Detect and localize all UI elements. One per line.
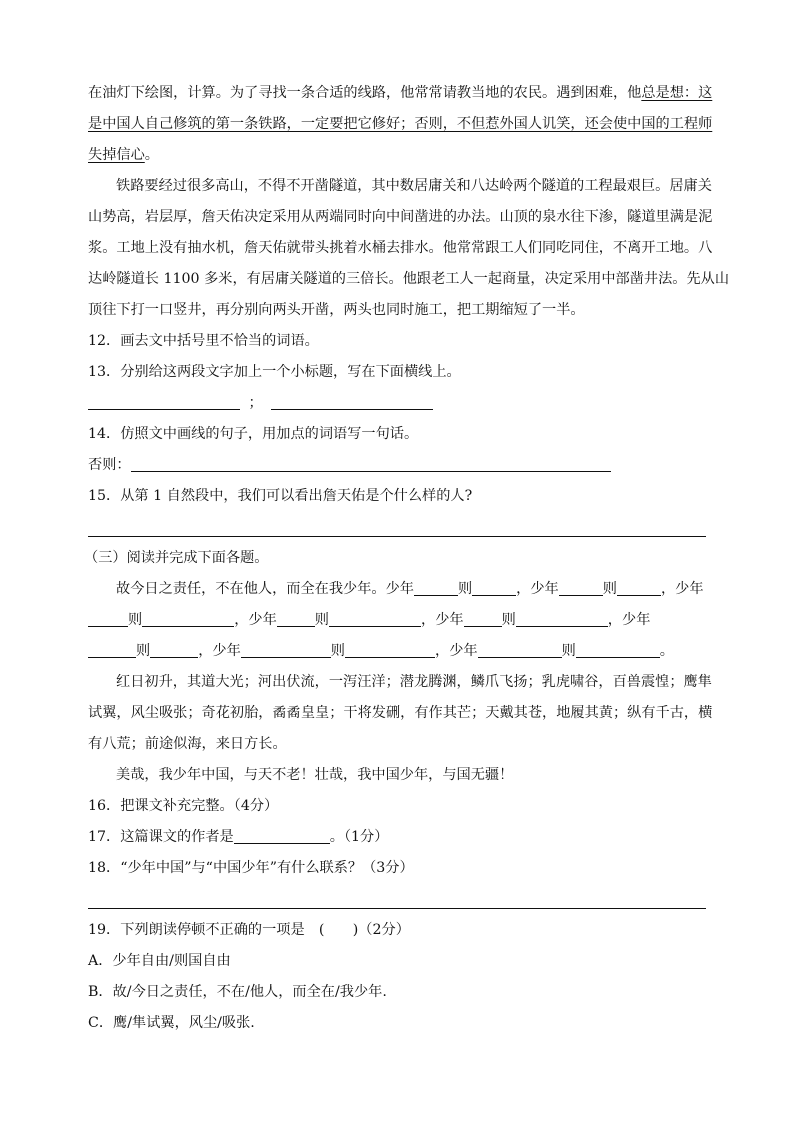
fill-blank[interactable] [329,608,421,627]
passage-text: 则 [602,581,617,597]
option-c[interactable]: C．鹰/隼试翼，风尘/吸张. [88,1015,255,1031]
passage-text: 则 [457,581,473,597]
question-text: 。（1分） [329,829,389,845]
passage-text: ， [435,643,450,659]
passage-text: 少年 [212,643,241,659]
fill-blank[interactable] [478,639,562,658]
question-15: 15．从第 1 自然段中，我们可以看出詹天佑是个什么样的人? [88,488,473,504]
fill-blank[interactable] [472,577,516,596]
question-18: 18．“少年中国”与“中国少年”有什么联系？（3分） [88,860,414,876]
passage-line [88,140,706,171]
passage-line [88,605,706,636]
underlined-sentence: 总是想：这 [641,85,713,101]
passage-line: 达岭隧道长 1100 多米，有居庸关隧道的三倍长。他跟老工人一起商量，决定采用中部凿井法。先从山 [88,271,730,287]
fill-blank[interactable] [414,577,458,596]
passage-text: 则 [330,643,345,659]
question-19: 19．下列朗读停顿不正确的一项是 ( )（2分） [88,922,410,938]
option-b[interactable]: B．故/今日之责任，不在/他人，而全在/我少年. [88,984,387,1000]
passage-text: 。 [144,147,159,163]
question-text: 17．这篇课文的作者是 [88,829,234,845]
passage-text: 则 [128,612,143,628]
fill-blank[interactable] [150,639,198,658]
question-14: 14．仿照文中画线的句子，用加点的词语写一句话。 [88,426,419,442]
passage-line: 铁路要经过很多高山，不得不开凿隧道，其中数居庸关和八达岭两个隧道的工程最艰巨。居庸关 [116,178,712,194]
passage-line: 红日初升，其道大光；河出伏流，一泻汪洋；潜龙腾渊，鳞爪飞扬；乳虎啸谷，百兽震惶；鹰隼 [116,674,712,690]
answer-row-13 [88,388,706,419]
passage-text: 少年 [530,581,559,597]
fill-blank[interactable] [516,608,608,627]
passage-text: 则 [314,612,329,628]
passage-text: 少年 [248,612,277,628]
passage-text: 少年 [435,612,464,628]
answer-blank-13a[interactable] [88,391,240,410]
passage-line [88,636,706,667]
passage-text: ， [421,612,436,628]
fill-blank[interactable] [277,608,315,627]
answer-row-14 [88,450,706,481]
fill-blank[interactable] [241,639,331,658]
passage-text: ， [607,612,622,628]
separator: ； [248,395,263,411]
exam-page [84,78,730,1039]
fill-blank[interactable] [142,608,234,627]
answer-line-18[interactable] [88,884,706,909]
passage-text: 则 [561,643,576,659]
passage-text: ， [516,581,531,597]
question-12: 12．画去文中括号里不恰当的词语。 [88,333,319,349]
passage-text: 少年 [622,612,651,628]
passage-line: 试翼，风尘吸张；奇花初胎，矞矞皇皇；干将发硎，有作其芒；天戴其苍，地履其黄；纵有千古，横 [88,705,713,721]
passage-line [88,574,706,605]
fill-blank[interactable] [559,577,603,596]
passage-line: 浆。工地上没有抽水机，詹天佑就带头挑着水桶去排水。他常常跟工人们同吃同住，不离开工地。八 [88,240,713,256]
passage-text: ， [198,643,213,659]
fill-blank[interactable] [345,639,435,658]
answer-prefix: 否则： [88,457,131,473]
passage-text: ， [660,581,676,597]
passage-line: 山势高，岩层厚，詹天佑决定采用从两端同时向中间凿进的办法。山顶的泉水往下渗，隧道里满是泥 [88,209,713,225]
passage-line [88,78,713,109]
option-a[interactable]: A．少年自由/则国自由 [88,953,231,969]
passage-text: 在油灯下绘图，计算。为了寻找一条合适的线路，他常常请教当地的农民。遇到困难，他 [88,85,642,101]
section-3-title: （三）阅读并完成下面各题。 [84,550,269,566]
passage-text: 。 [659,643,674,659]
fill-blank[interactable] [617,577,661,596]
passage-line: 顶往下打一口竖井，再分别向两头开凿，两头也同时施工，把工期缩短了一半。 [88,302,585,318]
question-17 [88,822,706,853]
answer-line-15[interactable] [88,512,706,537]
passage-line: 有八荒；前途似海，来日方长。 [88,736,287,752]
passage-line: 美哉，我少年中国，与天不老！壮哉，我中国少年，与国无疆！ [116,767,514,783]
passage-text: 少年 [675,581,704,597]
passage-text: 故今日之责任，不在他人，而全在我少年。少年 [116,581,414,597]
passage-text: 少年 [449,643,478,659]
underlined-sentence: 失掉信心 [88,147,145,163]
question-13: 13．分别给这两段文字加上一个小标题，写在下面横线上。 [88,364,461,380]
fill-blank[interactable] [464,608,502,627]
fill-blank[interactable] [88,639,136,658]
answer-blank-13b[interactable] [271,391,433,410]
answer-blank-17[interactable] [234,825,330,844]
passage-text: ， [234,612,249,628]
answer-blank-14[interactable] [131,453,611,472]
fill-blank[interactable] [88,608,128,627]
question-16: 16．把课文补充完整。（4分） [88,798,279,814]
passage-text: 则 [136,643,151,659]
underlined-sentence: 是中国人自己修筑的第一条铁路，一定要把它修好；否则，不但惹外国人讥笑，还会使中国的工程师 [88,116,713,132]
fill-blank[interactable] [576,639,660,658]
passage-line [88,109,713,140]
passage-text: 则 [501,612,516,628]
